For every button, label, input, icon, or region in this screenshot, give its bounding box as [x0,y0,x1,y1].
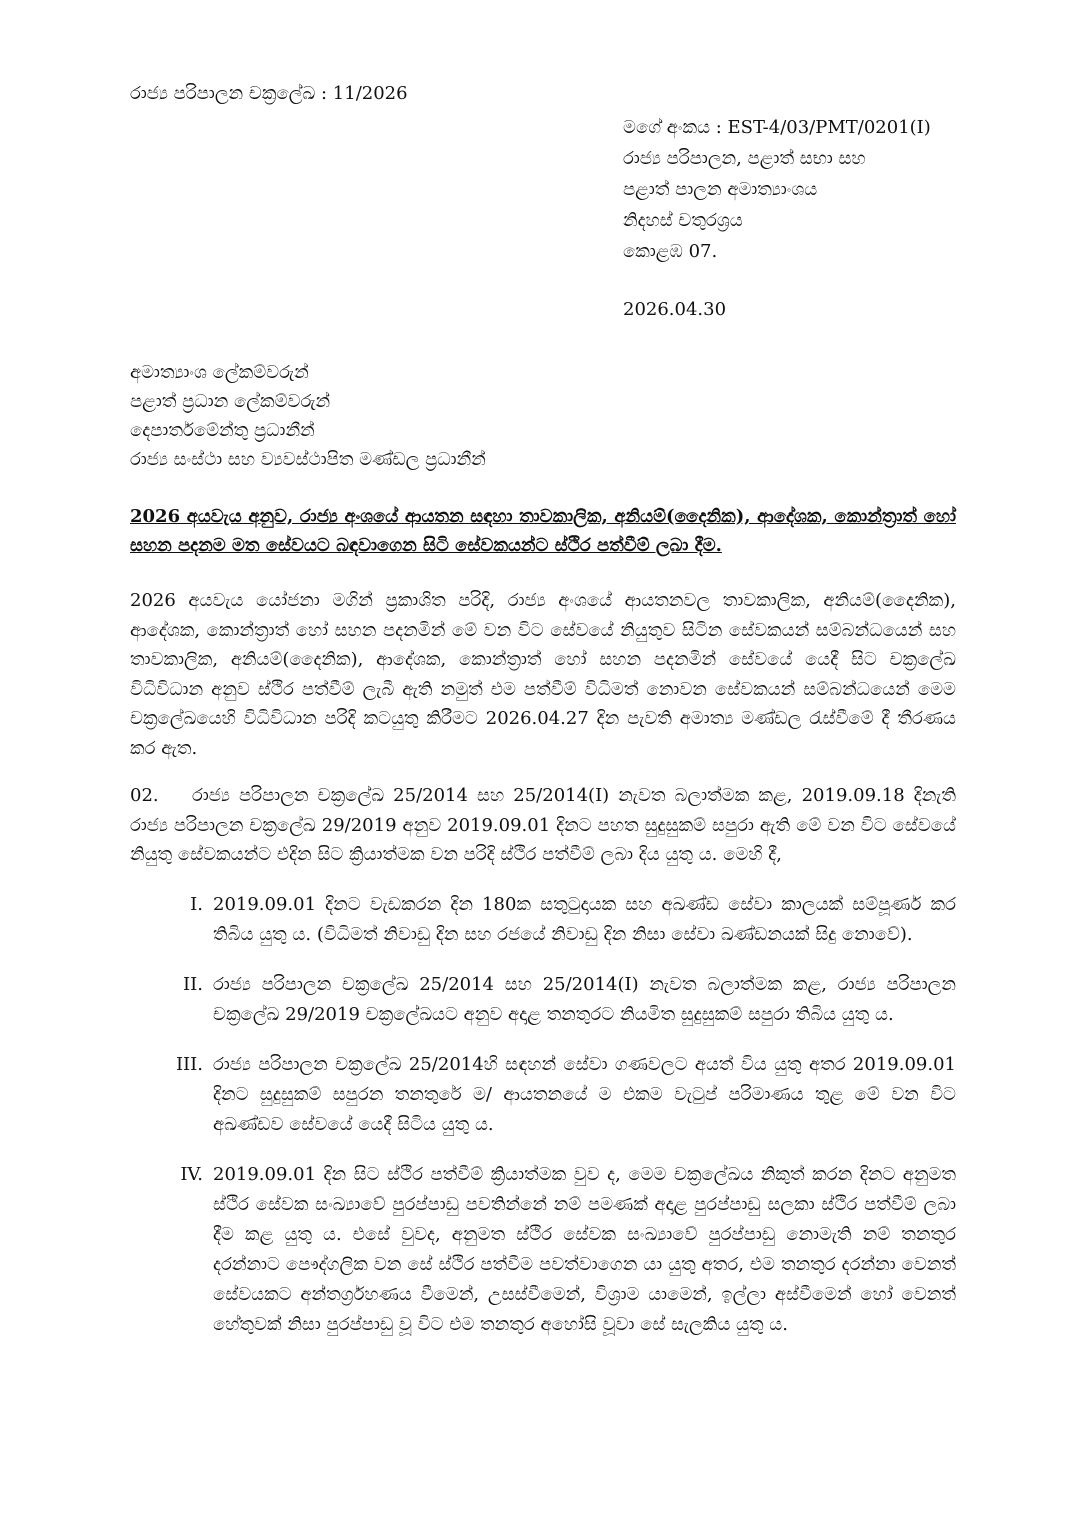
ministry-line-1: රාජ්‍ය පරිපාලන, පළාත් සභා සහ [623,148,866,169]
circular-number: රාජ්‍ය පරිපාලන චක්‍රලේඛ : 11/2026 [130,83,408,104]
list-item-number: III. [175,1053,203,1075]
address-line-1: නිදහස් චතුරශ්‍රය [623,210,743,231]
list-item-text: රාජ්‍ය පරිපාලන චක්‍රලේඛ 25/2014 සහ 25/2014(I) නැවත බලාත්මක කළ, රාජ්‍ය පරිපාලන චක්‍රලේඛ 29/2019 චක්‍රලේඛයට අනුව අදාළ තනතුරට නියමිත සුදුසුකම් සපුරා තිබිය යුතු ය. [213,973,956,1025]
paragraph-2-text: රාජ්‍ය පරිපාලන චක්‍රලේඛ 25/2014 සහ 25/2014(I) නැවත බලාත්මක කළ, 2019.09.18 දිනැති රාජ්‍ය පරිපාලන චක්‍රලේඛ 29/2019 අනුව 2019.09.01 දිනට පහත සුදුසුකම් සපුරා ඇති මේ වන විට සේවයේ නියුතු සේවකයන්ට එදින සිට ක්‍රියාත්මක වන පරිදි ස්ථිර පත්වීම් ලබා දිය යුතු ය. මෙහි දී, [130,785,956,865]
recipient-line: රාජ්‍ය සංස්ථා සහ ව්‍යවස්ථාපිත මණ්ඩල ප්‍රධානීන් [130,449,486,470]
recipient-line: දෙපාර්තමේන්තු ප්‍රධානීන් [130,420,315,441]
list-item [183,970,956,1030]
paragraph-2 [130,781,956,870]
list-item-number: IV. [180,1163,203,1185]
list-item [190,890,956,950]
list-item-text: 2019.09.01 දිනට වැඩකරන දින 180ක සතුටුදායක සහ අඛණ්ඩ සේවා කාලයක් සම්පූර්ණ කර තිබිය යුතු ය. (විධිමත් නිවාඩු දින සහ රජයේ නිවාඩු දින නිසා සේවා ඛණ්ඩනයක් සිදු නොවේ). [213,893,956,945]
list-item-number: I. [190,893,203,915]
paragraph-1: 2026 අයවැය යෝජනා මගින් ප්‍රකාශිත පරිදි, රාජ්‍ය අංශයේ ආයතනවල තාවකාලික, අනියම්(දෛනික), ආදේශක, කොන්ත්‍රාත් හෝ සහන පදනමින් මේ වන විට සේවයේ නියුතුව සිටින සේවකයන් සම්බන්ධයෙන් සහ තාවකාලික, අනියම්(දෛනික), ආදේශක, කොන්ත්‍රාත් හෝ සහන පදනමින් සේවයේ යෙදී සිට චක්‍රලේඛ විධිවිධාන අනුව ස්ථිර පත්වීම් ලැබී ඇති නමුත් එම පත්වීම් විධිමත් නොවන සේවකයන් සම්බන්ධයෙන් මෙම චක්‍රලේඛයෙහි විධිවිධාන පරිදි කටයුතු කිරීමට 2026.04.27 දින පැවති අමාත්‍ය මණ්ඩල රැස්වීමේ දී තීරණය කර ඇත. [130,590,956,759]
list-item-number: II. [183,973,203,995]
list-item [175,1050,956,1140]
reference-number: මගේ අංකය : EST-4/03/PMT/0201(I) [623,117,931,138]
recipients-block [130,358,956,474]
document-date: 2026.04.30 [623,299,727,320]
list-item [180,1160,956,1340]
recipient-line: අමාත්‍යාංශ ලේකම්වරුන් [130,362,309,383]
sender-block [623,112,956,267]
subject-heading: 2026 අයවැය අනුව, රාජ්‍ය අංශයේ ආයතන සඳහා තාවකාලික, අනියම්(දෛනික), ආදේශක, කොන්ත්‍රාත් හෝ සහන පදනම මත සේවයට බඳවාගෙන සිටි සේවකයන්ට ස්ථිර පත්වීම් ලබා දීම. [130,506,956,556]
paragraph-number: 02. [130,785,159,806]
list-item-text: රාජ්‍ය පරිපාලන චක්‍රලේඛ 25/2014හි සඳහන් සේවා ගණවලට අයත් විය යුතු අතර 2019.09.01 දිනට සුදුසුකම් සපුරන තනතුරේ ම/ ආයතනයේ ම එකම වැටුප් පරිමාණය තුළ මේ වන විට අඛණ්ඩව සේවයේ යෙදී සිටිය යුතු ය. [213,1053,956,1135]
list-item-text: 2019.09.01 දින සිට ස්ථිර පත්වීම් ක්‍රියාත්මක වුව ද, මෙම චක්‍රලේඛය නිකුත් කරන දිනට අනුමත ස්ථිර සේවක සංඛ්‍යාවේ පුරප්පාඩු පවතින්නේ නම් පමණක් අදාළ පුරප්පාඩු සලකා ස්ථිර පත්වීම් ලබා දීම කළ යුතු ය. එසේ වුවද, අනුමත ස්ථිර සේවක සංඛ්‍යාවේ පුරප්පාඩු නොමැති නම් තනතුර දරන්නාට පෞද්ගලික වන සේ ස්ථිර පත්වීම පවත්වාගෙන යා යුතු අතර, එම තනතුර දරන්නා වෙනත් සේවයකට අන්තර්ග්‍රහණය වීමෙන්, උසස්වීමෙන්, විශ්‍රාම යාමෙන්, ඉල්ලා අස්වීමෙන් හෝ වෙනත් හේතුවක් නිසා පුරප්පාඩු වූ විට එම තනතුර අහෝසි වූවා සේ සැලකිය යුතු ය. [213,1163,956,1335]
address-line-2: කොළඹ 07. [623,241,718,262]
recipient-line: පළාත් ප්‍රධාන ලේකම්වරුන් [130,391,331,412]
ministry-line-2: පළාත් පාලන අමාත්‍යාංශය [623,179,818,200]
